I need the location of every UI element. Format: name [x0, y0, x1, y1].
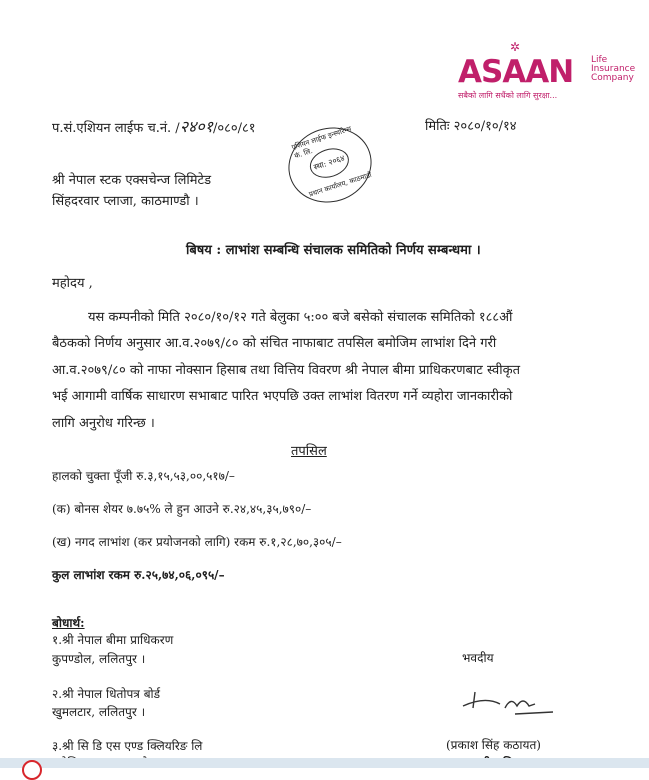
cc-2-name: २.श्री नेपाल धितोपत्र बोर्ड: [52, 687, 161, 701]
body-line-5: लागि अनुरोध गरिन्छ ।: [52, 416, 155, 431]
closing: भवदीय: [462, 651, 494, 665]
reference-number: प.सं.एशियन लाईफ च.नं. /२४०१/०८०/८१: [52, 117, 256, 136]
body-line-3: आ.व.२०७९/८० को नाफा नोक्सान हिसाब तथा वित्तिय विवरण श्री नेपाल बीमा प्राधिकरणबाट स्वीकृत: [52, 363, 521, 378]
salutation: महोदय ,: [52, 276, 93, 291]
body-line-2: बैठकको निर्णय अनुसार आ.व.२०७९/८० को संचित नाफाबाट तपसिल बमोजिम लाभांश दिने गरी: [52, 336, 497, 351]
bonus-share: (क) बोनस शेयर ७.७५% ले हुन आउने रु.२४,४५,३५,७९०/–: [52, 502, 312, 516]
logo-tagline: सबैको लागि सधैंको लागि सुरक्षा...: [458, 91, 558, 100]
cc-3-name: ३.श्री सि डि एस एण्ड क्लियरिङ लि: [52, 739, 203, 753]
logo-brand: ASAAN: [458, 54, 574, 90]
cc-2-address: खुमलटार, ललितपुर ।: [52, 705, 146, 719]
letter-date: मितिः २०८०/१०/१४: [425, 119, 517, 134]
cash-dividend: (ख) नगद लाभांश (कर प्रयोजनको लागि) रकम रु.१,२८,७०,३०५/–: [52, 535, 342, 549]
total-dividend: कुल लाभांश रकम रु.२५,७४,०६,०९५/–: [52, 568, 225, 582]
signatory-name: (प्रकाश सिंह कठायत): [446, 738, 541, 752]
cc-1-name: १.श्री नेपाल बीमा प्राधिकरण: [52, 633, 174, 647]
logo-life-insurance: Life Insurance Company: [591, 55, 636, 83]
letter-subject: बिषय : लाभांश सम्बन्धि संचालक समितिको निर्णय सम्बन्धमा ।: [186, 243, 481, 258]
company-stamp: एशियन लाईफ इन्स्योरेन्स कं. लि. स्था: २०६४ प्रधान कार्यालय, काठमाडौं: [279, 117, 382, 213]
body-line-4: भई आगामी वार्षिक साधारण सभाबाट पारित भएपछि उक्त लाभांश वितरण गर्ने व्यहोरा जानकारीको: [52, 389, 513, 404]
recipient-name: श्री नेपाल स्टक एक्सचेन्ज लिमिटेड: [52, 173, 212, 188]
signature-image: [455, 688, 555, 720]
recipient-address: सिंहदरवार प्लाजा, काठमाण्डौ ।: [52, 194, 199, 209]
company-logo: [458, 40, 643, 100]
cc-heading: बोधार्थ:: [52, 616, 85, 630]
stamp-center: स्था: २०६४: [306, 144, 353, 183]
record-indicator-icon: [22, 760, 42, 780]
details-heading: तपसिल: [291, 444, 327, 459]
endless-knot-icon: ✲: [510, 40, 521, 54]
cc-1-address: कुपण्डोल, ललितपुर ।: [52, 652, 146, 666]
paid-up-capital: हालको चुक्ता पूँजी रु.३,१५,५३,००,५१७/–: [52, 469, 235, 483]
bottom-overlay-bar: [0, 758, 649, 768]
body-line-1: यस कम्पनीको मिति २०८०/१०/१२ गते बेलुका ५:०० बजे बसेको संचालक समितिको १८८औं: [88, 310, 513, 325]
